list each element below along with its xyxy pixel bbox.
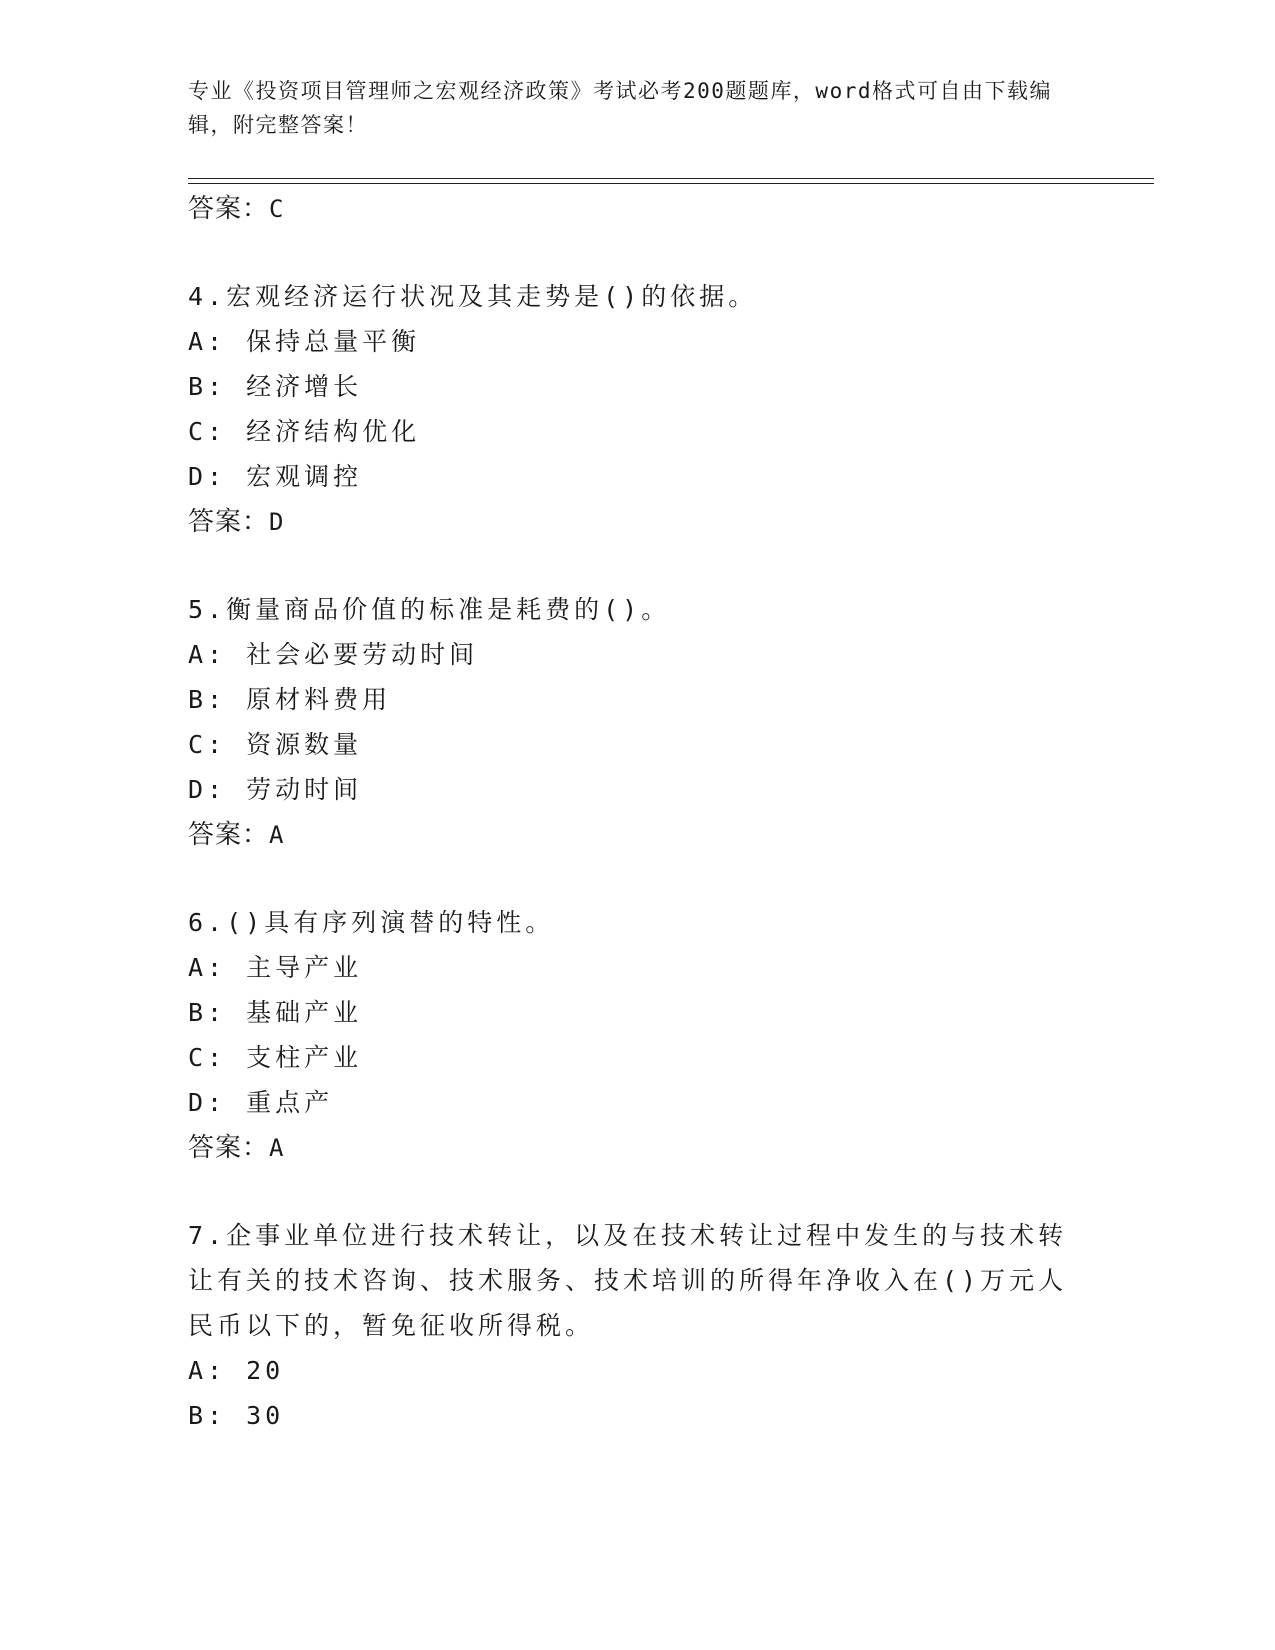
answer-value: D [269,508,285,536]
option-text: 资源数量 [246,730,363,759]
option-text: 重点产 [246,1088,334,1117]
question-block [188,274,1088,545]
option-text: 30 [246,1401,285,1430]
option-key: D: [188,462,227,491]
option-row [188,632,1088,677]
option-key: A: [188,953,227,982]
option-row [188,1080,1088,1125]
option-text: 经济增长 [246,372,363,401]
question-list [188,186,1088,1438]
option-text: 基础产业 [246,998,363,1027]
answer-line [188,499,1088,545]
option-text: 支柱产业 [246,1043,363,1072]
option-key: C: [188,417,227,446]
option-key: B: [188,372,227,401]
answer-line [188,1125,1088,1171]
answer-label: 答案： [188,194,270,224]
option-row [188,364,1088,409]
option-row [188,945,1088,990]
option-text: 保持总量平衡 [246,327,421,356]
option-text: 宏观调控 [246,462,363,491]
option-row [188,454,1088,499]
option-row [188,409,1088,454]
question-block [188,587,1088,858]
option-row [188,319,1088,364]
option-row [188,1035,1088,1080]
answer-value: A [269,821,285,849]
option-key: D: [188,1088,227,1117]
option-text: 原材料费用 [246,685,392,714]
question-text: 4.宏观经济运行状况及其走势是()的依据。 [188,282,758,311]
answer-value: A [269,1134,285,1162]
option-row [188,722,1088,767]
question-text: 7.企事业单位进行技术转让，以及在技术转让过程中发生的与技术转让有关的技术咨询、技术服务、技术培训的所得年净收入在()万元人民币以下的，暂免征收所得税。 [188,1221,1068,1340]
option-text: 主导产业 [246,953,363,982]
option-row [188,677,1088,722]
option-key: A: [188,327,227,356]
option-key: D: [188,775,227,804]
header-rule-top [188,178,1154,179]
question-block [188,900,1088,1171]
option-row [188,1348,1088,1393]
question-text: 5.衡量商品价值的标准是耗费的()。 [188,595,671,624]
document-header: 专业《投资项目管理师之宏观经济政策》考试必考200题题库，word格式可自由下载编辑，附完整答案！ [188,79,1052,137]
option-text: 劳动时间 [246,775,363,804]
option-key: A: [188,640,227,669]
option-text: 20 [246,1356,285,1385]
option-row [188,1393,1088,1438]
header-rule-bottom [188,183,1154,184]
option-key: C: [188,1043,227,1072]
answer-label: 答案： [188,1133,270,1163]
option-text: 经济结构优化 [246,417,421,446]
option-key: B: [188,998,227,1027]
option-key: A: [188,1356,227,1385]
question-text: 6.()具有序列演替的特性。 [188,908,555,937]
option-text: 社会必要劳动时间 [246,640,479,669]
option-key: B: [188,685,227,714]
option-key: C: [188,730,227,759]
answer-label: 答案： [188,820,270,850]
answer-label: 答案： [188,507,270,537]
option-row [188,767,1088,812]
answer-line [188,186,1088,232]
option-key: B: [188,1401,227,1430]
option-row [188,990,1088,1035]
answer-line [188,812,1088,858]
question-block [188,1213,1088,1438]
answer-value: C [269,195,285,223]
